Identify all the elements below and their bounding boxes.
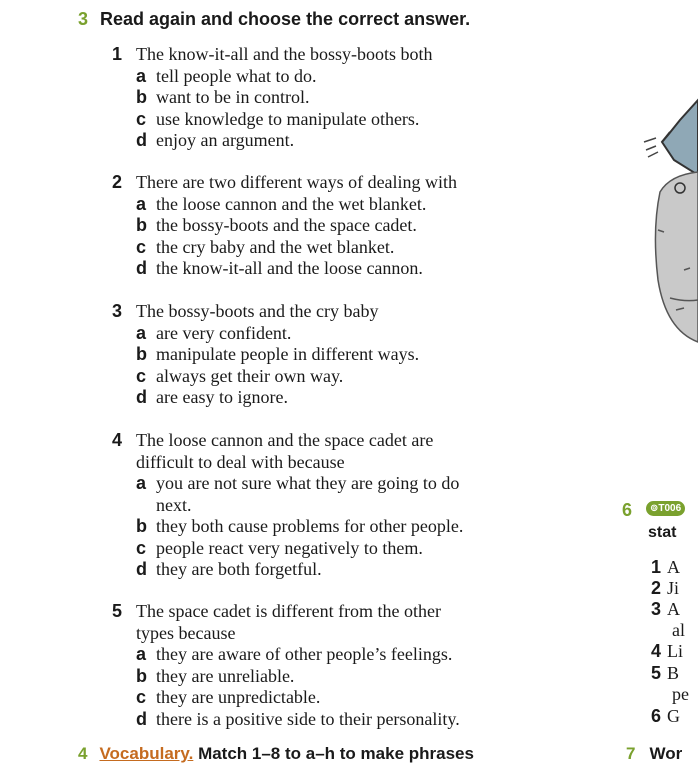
option-text: enjoy an argument.	[156, 130, 295, 150]
exercise-number: 3	[78, 9, 89, 29]
option-letter: d	[136, 387, 147, 407]
question-5	[112, 601, 582, 730]
option-text: the loose cannon and the wet blanket.	[156, 193, 427, 214]
answer-option-a[interactable]	[112, 66, 582, 88]
exercise-6-number: 6	[622, 500, 633, 520]
option-text: the cry baby and the wet blanket.	[156, 236, 395, 257]
exercise-number: 4	[78, 744, 88, 763]
exercise-7-heading	[626, 744, 682, 763]
question-text: difficult to deal with because	[136, 451, 345, 472]
option-text: they are both forgetful.	[156, 559, 322, 579]
item-number: 3	[651, 599, 662, 619]
option-text: are very confident.	[156, 322, 292, 343]
question-text: types because	[136, 622, 236, 643]
item-number: 1	[651, 557, 662, 577]
answer-option-b[interactable]	[112, 87, 582, 109]
option-letter: c	[136, 687, 147, 707]
question-number: 3	[112, 301, 123, 321]
option-text: the bossy-boots and the space cadet.	[156, 215, 417, 235]
answer-option-b[interactable]	[112, 516, 582, 538]
exercise-6-item	[651, 641, 683, 662]
option-text: you are not sure what they are going to do	[156, 473, 460, 493]
answer-option-d[interactable]	[112, 709, 582, 731]
question-number: 2	[112, 172, 123, 192]
item-text: pe	[672, 684, 689, 704]
question-text: The loose cannon and the space cadet are	[136, 430, 434, 450]
answer-option-c[interactable]	[112, 687, 582, 709]
answer-option-d[interactable]	[112, 387, 582, 409]
option-text: manipulate people in different ways.	[156, 344, 420, 364]
option-letter: c	[136, 365, 147, 386]
exercise-instruction: Read again and choose the correct answer.	[100, 9, 471, 29]
option-text: tell people what to do.	[156, 65, 317, 86]
exercise-6-item	[651, 663, 679, 684]
item-text: Ji	[667, 578, 680, 598]
option-text: they both cause problems for other people.	[156, 516, 464, 536]
question-4	[112, 430, 582, 581]
option-letter: d	[136, 258, 147, 278]
option-text: they are unreliable.	[156, 665, 295, 686]
answer-option-c[interactable]	[112, 237, 582, 259]
exercise-number: 7	[626, 744, 636, 763]
question-stem	[112, 44, 582, 66]
question-number: 5	[112, 601, 123, 621]
option-letter: d	[136, 130, 147, 150]
item-text: A	[667, 557, 681, 577]
exercise-4-heading	[78, 744, 474, 763]
option-letter: c	[136, 537, 147, 558]
question-stem	[112, 601, 582, 623]
option-letter: d	[136, 708, 147, 729]
question-stem	[112, 430, 582, 452]
option-text: next.	[156, 494, 192, 515]
answer-option-b[interactable]	[112, 215, 582, 237]
option-letter: a	[136, 473, 147, 493]
option-text: the know-it-all and the loose cannon.	[156, 258, 423, 278]
answer-option-a[interactable]	[112, 644, 582, 666]
exercise-6-item	[651, 557, 680, 578]
answer-option-a[interactable]	[112, 194, 582, 216]
answer-option-a[interactable]	[112, 323, 582, 345]
option-letter: b	[136, 87, 147, 107]
question-2	[112, 172, 582, 280]
question-stem	[112, 623, 582, 645]
option-letter: a	[136, 322, 147, 343]
option-letter: b	[136, 344, 147, 364]
exercise-3-heading	[78, 9, 470, 30]
option-letter: c	[136, 108, 147, 129]
answer-option-c[interactable]	[112, 366, 582, 388]
option-text: people react very negatively to them.	[156, 537, 423, 558]
option-letter: b	[136, 516, 147, 536]
option-text: always get their own way.	[156, 365, 344, 386]
item-text: al	[672, 620, 685, 640]
cartoon-illustration	[640, 80, 698, 400]
exercise-6-item	[672, 684, 689, 705]
option-letter: d	[136, 559, 147, 579]
option-text: want to be in control.	[156, 87, 310, 107]
vocabulary-label: Vocabulary.	[99, 744, 194, 763]
item-number: 5	[651, 663, 662, 683]
option-letter: b	[136, 215, 147, 235]
question-text: The space cadet is different from the other	[136, 601, 442, 621]
question-number: 4	[112, 430, 123, 450]
item-text: Li	[667, 641, 684, 661]
question-text: The know-it-all and the bossy-boots both	[136, 44, 433, 64]
answer-option-d[interactable]	[112, 258, 582, 280]
option-letter: a	[136, 65, 147, 86]
option-letter: c	[136, 236, 147, 257]
answer-option-a[interactable]	[112, 495, 582, 517]
audio-track-badge[interactable]: ⊚T006	[646, 501, 685, 516]
question-1	[112, 44, 582, 152]
item-number: 6	[651, 706, 662, 726]
exercise-instruction: Match 1–8 to a–h to make phrases	[198, 744, 474, 763]
question-stem	[112, 172, 582, 194]
exercise-6-item	[651, 599, 680, 620]
exercise-6-heading: stat	[648, 524, 677, 541]
answer-option-c[interactable]	[112, 109, 582, 131]
answer-option-d[interactable]	[112, 559, 582, 581]
question-text: There are two different ways of dealing with	[136, 172, 458, 192]
option-text: use knowledge to manipulate others.	[156, 108, 420, 129]
option-letter: a	[136, 644, 147, 664]
option-text: there is a positive side to their personality.	[156, 708, 460, 729]
question-number: 1	[112, 44, 123, 64]
option-text: they are aware of other people’s feelings.	[156, 644, 453, 664]
option-letter: b	[136, 665, 147, 686]
question-stem	[112, 452, 582, 474]
option-letter: a	[136, 193, 147, 214]
item-text: B	[667, 663, 680, 683]
question-3	[112, 301, 582, 409]
question-stem	[112, 301, 582, 323]
exercise-title: Wor	[649, 744, 683, 763]
item-number: 2	[651, 578, 662, 598]
option-text: they are unpredictable.	[156, 687, 321, 707]
option-text: are easy to ignore.	[156, 387, 288, 407]
question-text: The bossy-boots and the cry baby	[136, 301, 379, 321]
answer-option-b[interactable]	[112, 666, 582, 688]
exercise-6-item	[651, 706, 680, 727]
answer-option-d[interactable]	[112, 130, 582, 152]
item-text: G	[667, 706, 681, 726]
answer-option-c[interactable]	[112, 538, 582, 560]
answer-option-b[interactable]	[112, 344, 582, 366]
exercise-6-item	[672, 620, 685, 641]
exercise-6-item	[651, 578, 679, 599]
item-number: 4	[651, 641, 662, 661]
item-text: A	[667, 599, 681, 619]
answer-option-a[interactable]	[112, 473, 582, 495]
